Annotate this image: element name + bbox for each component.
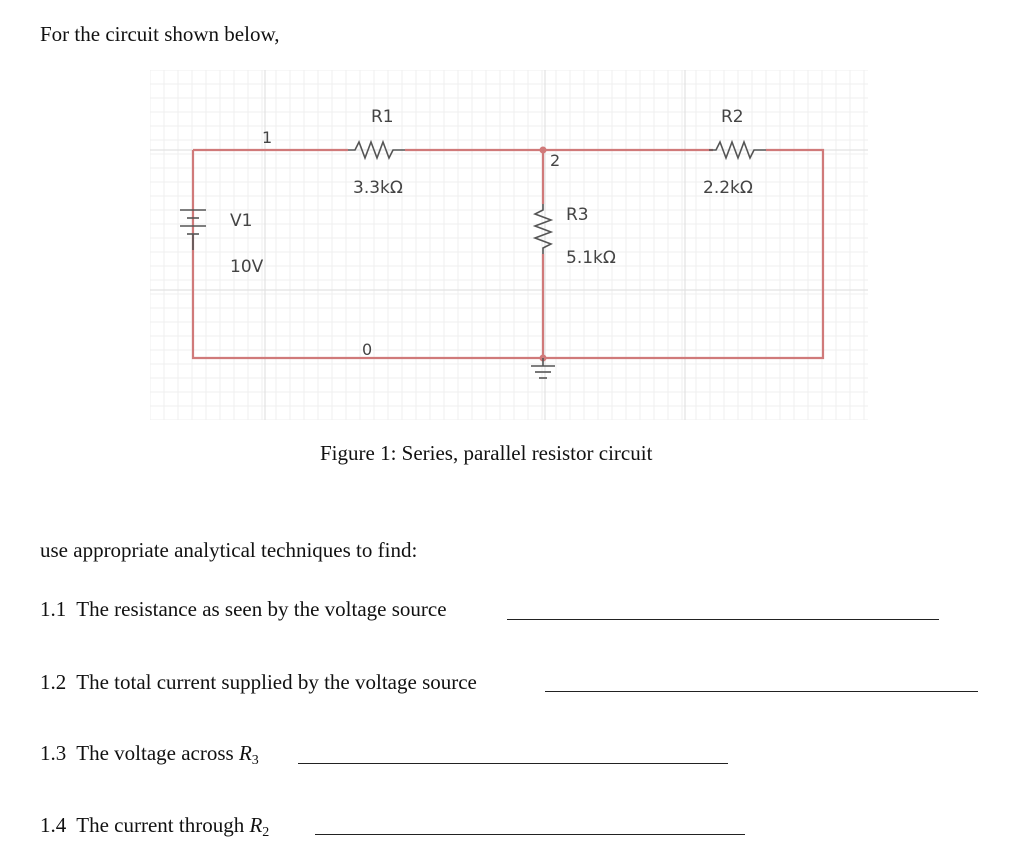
r1-value: 3.3kΩ (353, 178, 403, 198)
grid-major (150, 70, 868, 420)
question-1-4 (40, 813, 269, 841)
r1-name: R1 (371, 107, 394, 127)
question-1-2 (40, 670, 477, 695)
ground-icon (531, 358, 555, 378)
question-number: 1.1 (40, 597, 67, 621)
answer-line-1-1[interactable] (507, 619, 939, 620)
intro-text: For the circuit shown below, (40, 22, 280, 46)
question-1-1 (40, 597, 447, 622)
r3-value: 5.1kΩ (566, 248, 616, 268)
question-variable: R (238, 741, 252, 765)
grid-background (150, 70, 868, 420)
r2-name: R2 (721, 107, 744, 127)
instructions-text: use appropriate analytical techniques to find: (40, 538, 418, 562)
node-label-1: 1 (262, 128, 273, 147)
resistor-r3-icon (535, 204, 551, 254)
question-text: The current through (76, 813, 245, 837)
node-label-2: 2 (550, 151, 561, 170)
question-text: The total current supplied by the voltage source (76, 670, 477, 694)
question-variable: R (249, 813, 263, 837)
answer-line-1-3[interactable] (298, 763, 728, 764)
question-1-3 (40, 741, 259, 769)
answer-line-1-2[interactable] (545, 691, 978, 692)
circuit-diagram (150, 70, 868, 420)
question-text: The voltage across (76, 741, 234, 765)
node-dot-2 (540, 147, 547, 154)
question-variable-subscript: 2 (262, 825, 270, 840)
answer-line-1-4[interactable] (315, 834, 745, 835)
question-variable-subscript: 3 (251, 753, 259, 768)
figure-caption: Figure 1: Series, parallel resistor circuit (320, 441, 653, 465)
question-number: 1.3 (40, 741, 67, 765)
r2-value: 2.2kΩ (703, 178, 753, 198)
question-number: 1.2 (40, 670, 67, 694)
circuit-figure (150, 70, 868, 420)
node-label-0: 0 (362, 340, 373, 359)
v1-value: 10V (230, 257, 264, 277)
v1-name: V1 (230, 211, 253, 231)
question-number: 1.4 (40, 813, 67, 837)
r3-name: R3 (566, 205, 589, 225)
question-text: The resistance as seen by the voltage source (76, 597, 447, 621)
